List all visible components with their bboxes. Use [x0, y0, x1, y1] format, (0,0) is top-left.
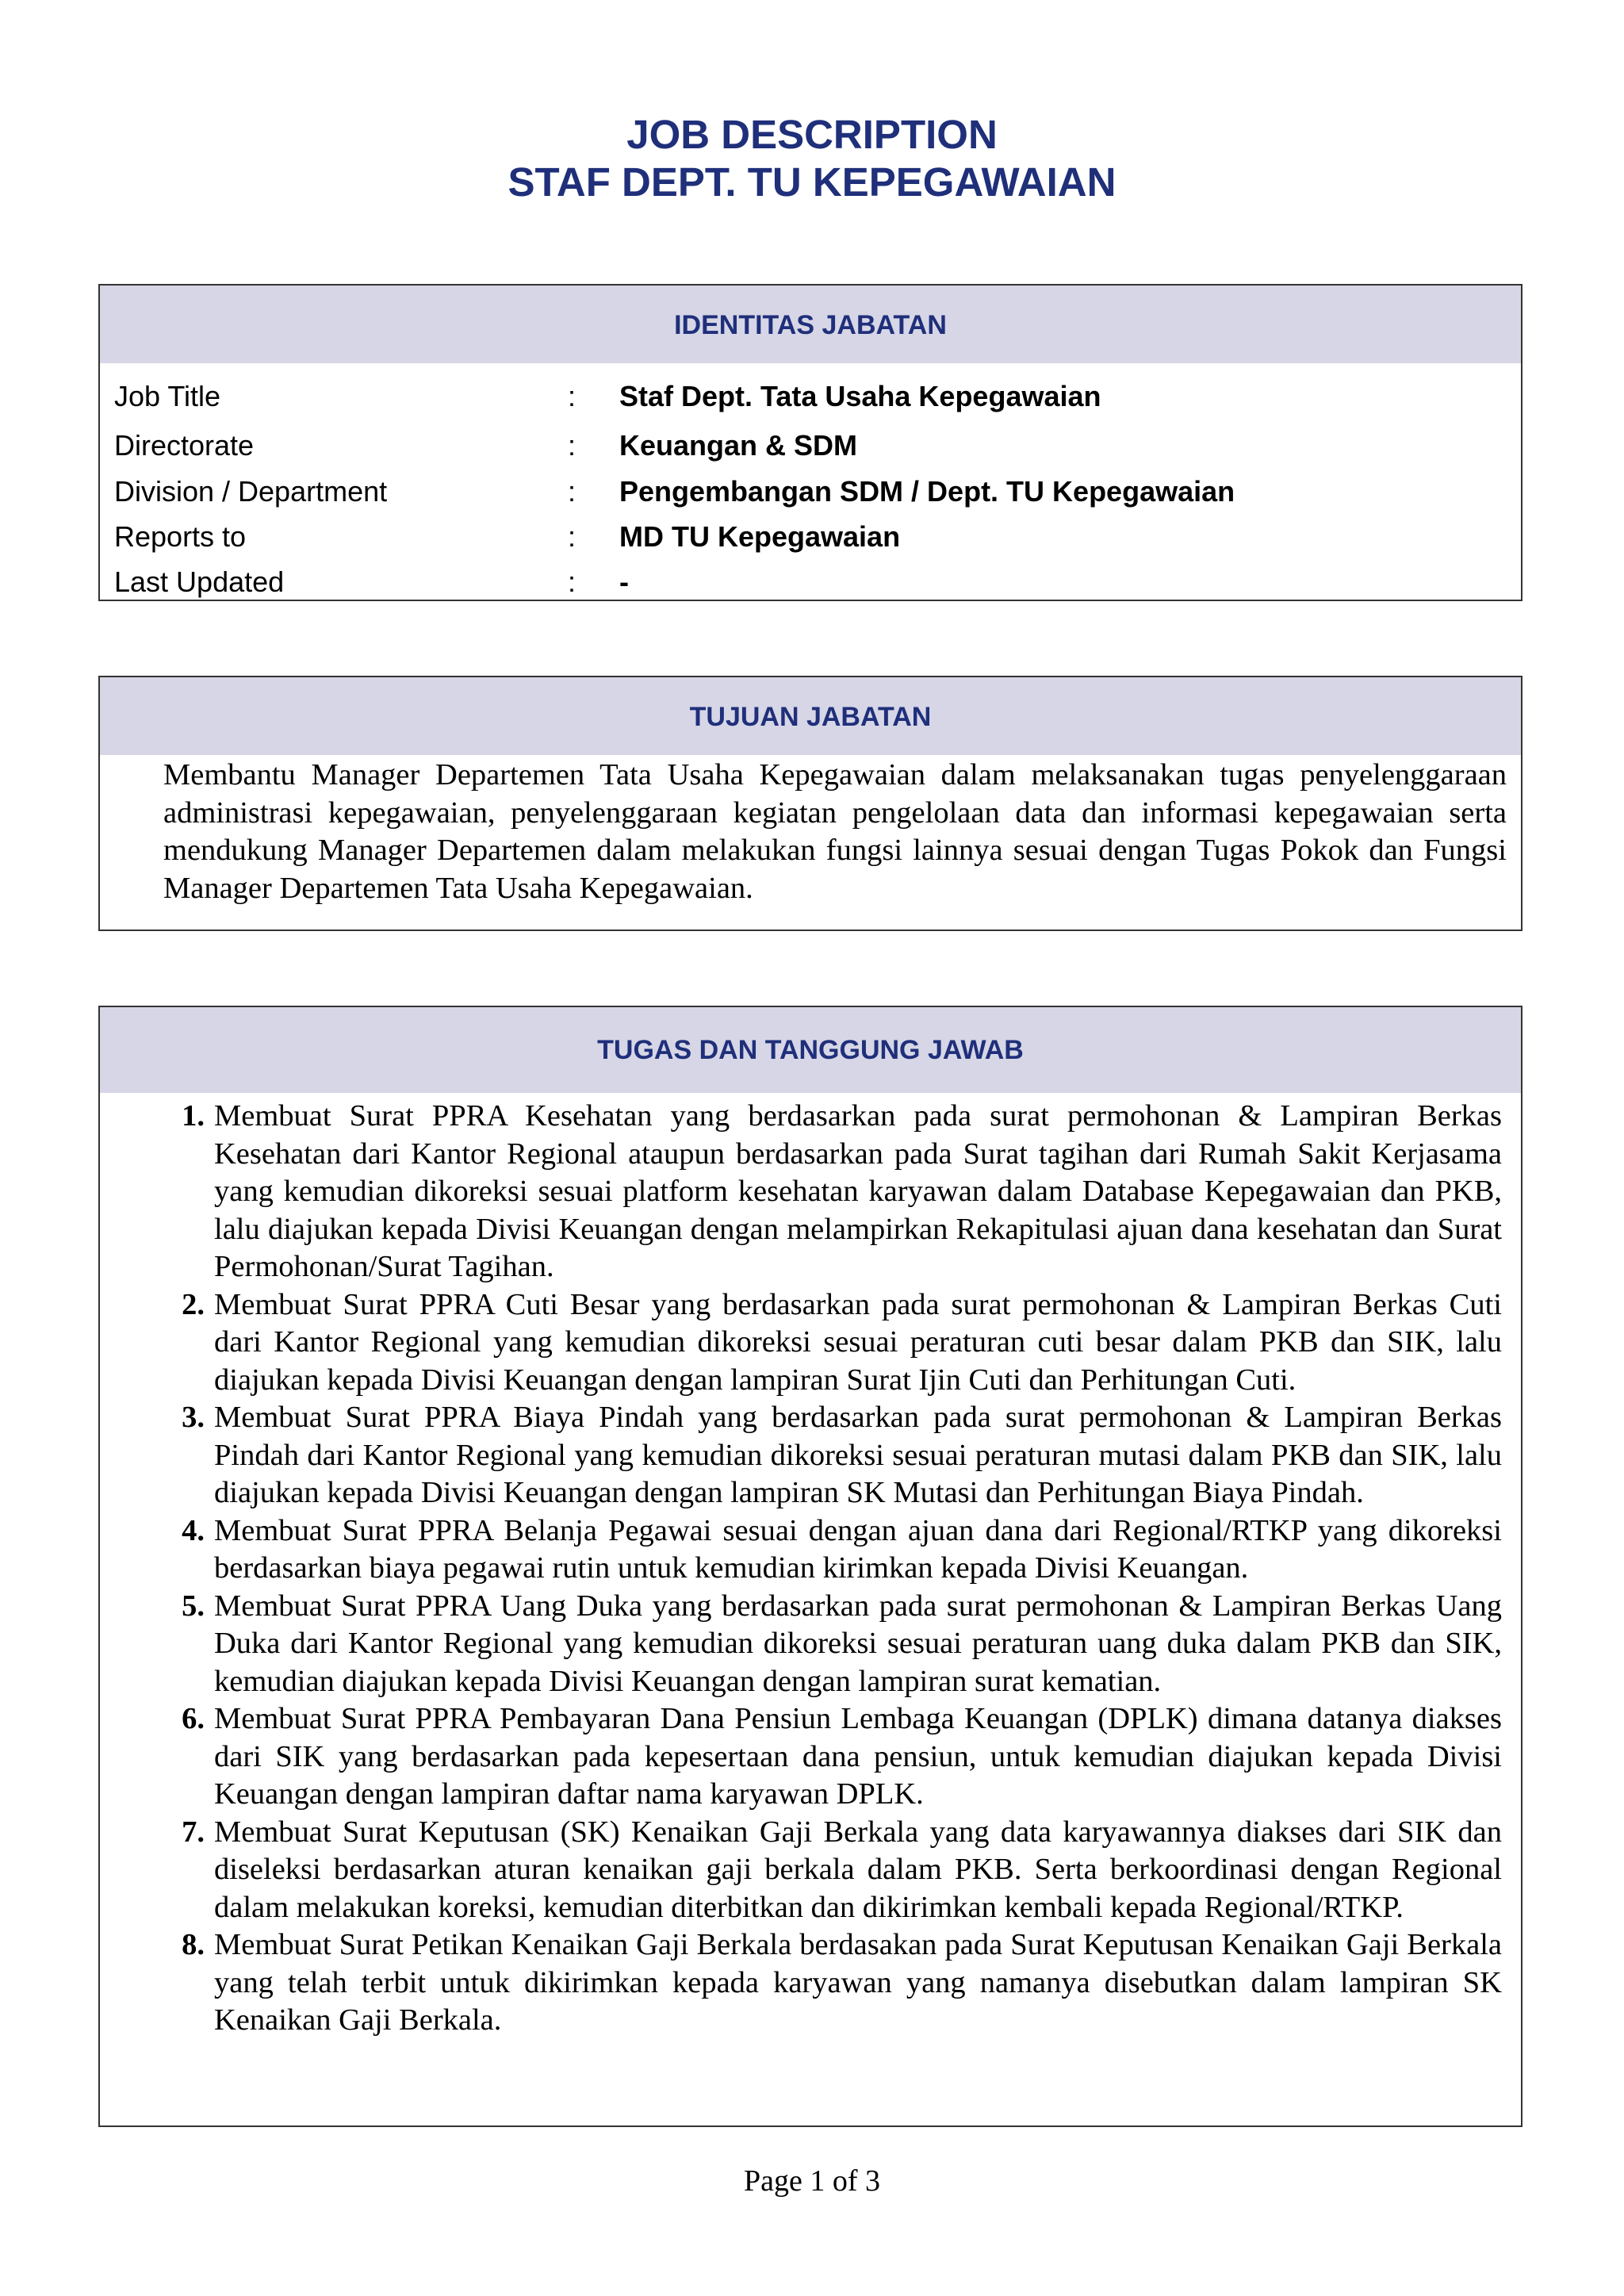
- duty-text: Membuat Surat PPRA Kesehatan yang berdasarkan pada surat permohonan & Lampiran Berkas Kesehatan dari Kantor Regional ataupun berdasarkan pada Surat tagihan dari Rumah Sakit Kerjasama yang kemudian dikoreksi sesuai platform kesehatan karyawan dalam Database Kepegawaian dan PKB, lalu diajukan kepada Divisi Keuangan dengan melampirkan Rekapitulasi ajuan dana kesehatan dan Surat Permohonan/Surat Tagihan.: [214, 1099, 1502, 1283]
- identity-colon: :: [568, 429, 576, 462]
- identity-label: Reports to: [114, 520, 247, 553]
- duty-text: Membuat Surat PPRA Uang Duka yang berdasarkan pada surat permohonan & Lampiran Berkas Uang Duka dari Kantor Regional yang kemudian dikoreksi sesuai peraturan uang duka dalam PKB dan SIK, kemudian diajukan kepada Divisi Keuangan dengan lampiran surat kematian.: [214, 1589, 1502, 1698]
- identity-label: Directorate: [114, 429, 255, 462]
- identity-label: Division / Department: [114, 475, 388, 508]
- duty-number: 3.: [182, 1401, 205, 1434]
- duty-text: Membuat Surat Petikan Kenaikan Gaji Berkala berdasakan pada Surat Keputusan Kenaikan Gaji Berkala yang telah terbit untuk dikirimkan kepada karyawan yang namanya disebutkan dalam lampiran SK Kenaikan Gaji Berkala.: [214, 1928, 1502, 2037]
- duty-item: [163, 1588, 1502, 1701]
- document-subtitle: STAF DEPT. TU KEPEGAWAIAN: [508, 159, 1116, 205]
- identity-value: Pengembangan SDM / Dept. TU Kepegawaian: [619, 475, 1235, 508]
- duty-number: 2.: [182, 1287, 205, 1321]
- identity-label: Job Title: [114, 380, 221, 412]
- duty-item: [163, 1814, 1502, 1927]
- document-title: JOB DESCRIPTION: [626, 112, 998, 157]
- purpose-text: Membantu Manager Departemen Tata Usaha Kepegawaian dalam melaksanakan tugas penyelenggaraan administrasi kepegawaian, penyelenggaraan kegiatan pengelolaan data dan informasi kepegawaian serta mendukung Manager Departemen dalam melakukan fungsi lainnya sesuai dengan Tugas Pokok dan Fungsi Manager Departemen Tata Usaha Kepegawaian.: [163, 758, 1507, 905]
- duty-item: [163, 1098, 1502, 1286]
- purpose-section: [98, 676, 1522, 931]
- identity-section: [98, 284, 1522, 601]
- duty-text: Membuat Surat PPRA Biaya Pindah yang berdasarkan pada surat permohonan & Lampiran Berkas Pindah dari Kantor Regional yang kemudian dikoreksi sesuai peraturan mutasi dalam PKB dan SIK, lalu diajukan kepada Divisi Keuangan dengan lampiran SK Mutasi dan Perhitungan Biaya Pindah.: [214, 1401, 1502, 1509]
- identity-value: MD TU Kepegawaian: [619, 520, 901, 553]
- identity-colon: :: [568, 520, 576, 553]
- duty-text: Membuat Surat PPRA Pembayaran Dana Pensiun Lembaga Keuangan (DPLK) dimana datanya diakses dari SIK yang berdasarkan pada kepesertaan dana pensiun, untuk kemudian diajukan kepada Divisi Keuangan dengan lampiran daftar nama karyawan DPLK.: [214, 1702, 1502, 1811]
- identity-value: -: [619, 565, 629, 598]
- identity-colon: :: [568, 380, 576, 412]
- duty-number: 4.: [182, 1513, 205, 1547]
- page-number: Page 1 of 3: [743, 2164, 881, 2198]
- duty-text: Membuat Surat PPRA Belanja Pegawai sesuai dengan ajuan dana dari Regional/RTKP yang dikoreksi berdasarkan biaya pegawai rutin untuk kemudian kirimkan kepada Divisi Keuangan.: [214, 1513, 1502, 1585]
- identity-colon: :: [568, 475, 576, 508]
- duties-section: [98, 1006, 1522, 2127]
- duties-heading: TUGAS DAN TANGGUNG JAWAB: [100, 1007, 1521, 1093]
- duty-item: [163, 1286, 1502, 1400]
- duty-item: [163, 1926, 1502, 2040]
- identity-label: Last Updated: [114, 565, 285, 598]
- duty-text: Membuat Surat Keputusan (SK) Kenaikan Gaji Berkala yang data karyawannya diakses dari SIK dan diseleksi berdasarkan aturan kenaikan gaji berkala dalam PKB. Serta berkoordinasi dengan Regional dalam melakukan koreksi, kemudian diterbitkan dan dikirimkan kembali kepada Regional/RTKP.: [214, 1815, 1502, 1924]
- duty-number: 1.: [182, 1099, 205, 1133]
- duty-number: 5.: [182, 1589, 205, 1623]
- duty-item: [163, 1700, 1502, 1814]
- purpose-heading: TUJUAN JABATAN: [100, 677, 1521, 755]
- duty-text: Membuat Surat PPRA Cuti Besar yang berdasarkan pada surat permohonan & Lampiran Berkas Cuti dari Kantor Regional yang kemudian dikoreksi sesuai peraturan cuti besar dalam PKB dan SIK, lalu diajukan kepada Divisi Keuangan dengan lampiran Surat Ijin Cuti dan Perhitungan Cuti.: [214, 1287, 1502, 1397]
- identity-colon: :: [568, 565, 576, 598]
- duty-number: 7.: [182, 1815, 205, 1849]
- duties-list: [163, 1098, 1502, 2040]
- identity-value: Staf Dept. Tata Usaha Kepegawaian: [619, 380, 1101, 412]
- duty-number: 6.: [182, 1702, 205, 1735]
- identity-heading: IDENTITAS JABATAN: [100, 286, 1521, 363]
- identity-value: Keuangan & SDM: [619, 429, 858, 462]
- duty-number: 8.: [182, 1928, 205, 1961]
- duty-item: [163, 1399, 1502, 1512]
- duty-item: [163, 1512, 1502, 1588]
